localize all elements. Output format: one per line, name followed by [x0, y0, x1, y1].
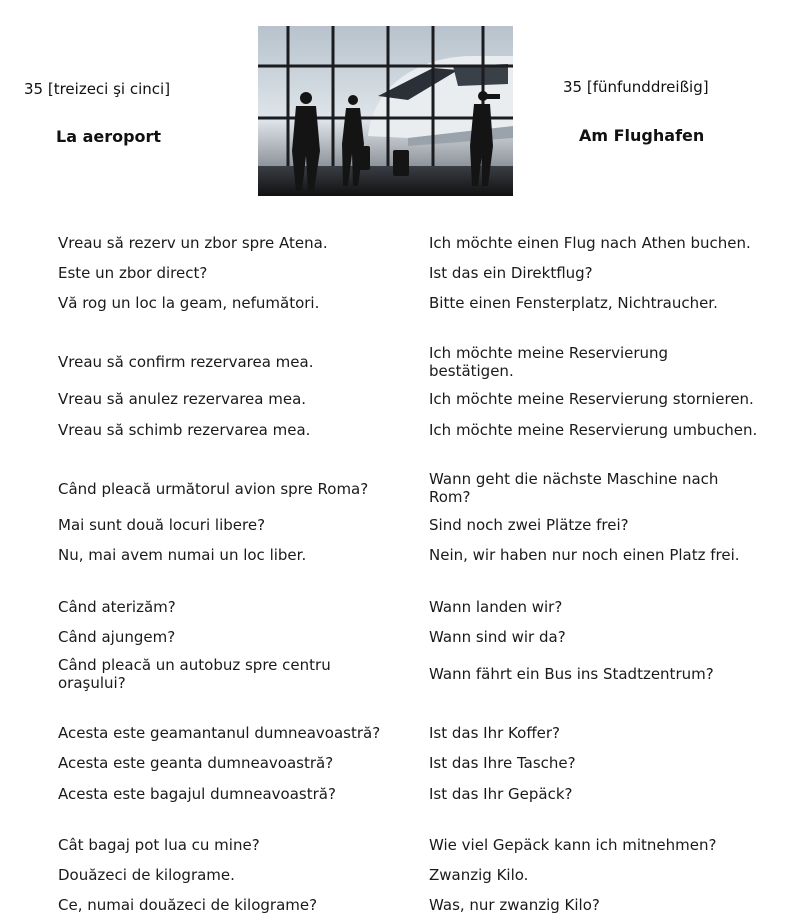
phrase-german: Ist das ein Direktflug?	[429, 264, 593, 282]
phrase-german: Ist das Ihre Tasche?	[429, 754, 576, 772]
phrase-german: Was, nur zwanzig Kilo?	[429, 896, 600, 914]
phrase-romanian: Douăzeci de kilograme.	[58, 866, 235, 884]
phrase-german: Bitte einen Fensterplatz, Nichtraucher.	[429, 294, 718, 312]
phrase-romanian: Vreau să anulez rezervarea mea.	[58, 390, 307, 408]
phrase-german: Ist das Ihr Gepäck?	[429, 785, 573, 803]
phrase-romanian: Vreau să schimb rezervarea mea.	[58, 421, 311, 439]
phrase-german: Ich möchte meine Reservierung stornieren.	[429, 390, 754, 408]
phrase-romanian: Acesta este geamantanul dumneavoastră?	[58, 724, 381, 742]
phrase-romanian: Când pleacă un autobuz spre centru oraşului?	[58, 656, 331, 692]
phrase-german: Wann landen wir?	[429, 598, 563, 616]
phrase-german: Ich möchte meine Reservierung umbuchen.	[429, 421, 758, 439]
lesson-number-romanian: 35 [treizeci şi cinci]	[24, 80, 171, 98]
phrase-german: Sind noch zwei Plätze frei?	[429, 516, 629, 534]
phrase-german: Ich möchte einen Flug nach Athen buchen.	[429, 234, 751, 252]
phrase-german: Ich möchte meine Reservierung bestätigen.	[429, 344, 669, 380]
phrase-german: Nein, wir haben nur noch einen Platz frei.	[429, 546, 740, 564]
phrase-romanian: Când pleacă următorul avion spre Roma?	[58, 480, 369, 498]
airport-terminal-photo	[258, 26, 513, 196]
phrase-romanian: Acesta este bagajul dumneavoastră?	[58, 785, 336, 803]
lesson-number-german: 35 [fünfunddreißig]	[563, 78, 709, 96]
phrase-romanian: Mai sunt două locuri libere?	[58, 516, 266, 534]
phrase-german: Wann sind wir da?	[429, 628, 566, 646]
phrase-romanian: Ce, numai douăzeci de kilograme?	[58, 896, 318, 914]
phrase-german: Zwanzig Kilo.	[429, 866, 529, 884]
phrase-romanian: Când ajungem?	[58, 628, 176, 646]
lesson-title-romanian: La aeroport	[56, 127, 162, 146]
phrase-romanian: Nu, mai avem numai un loc liber.	[58, 546, 307, 564]
phrase-romanian: Vreau să confirm rezervarea mea.	[58, 353, 314, 371]
phrase-german: Ist das Ihr Koffer?	[429, 724, 561, 742]
phrase-romanian: Când aterizăm?	[58, 598, 176, 616]
phrase-romanian: Vreau să rezerv un zbor spre Atena.	[58, 234, 328, 252]
phrase-romanian: Acesta este geanta dumneavoastră?	[58, 754, 334, 772]
phrase-german: Wie viel Gepäck kann ich mitnehmen?	[429, 836, 717, 854]
airport-illustration	[258, 26, 513, 196]
lesson-title-german: Am Flughafen	[579, 126, 705, 145]
phrase-german: Wann geht die nächste Maschine nach Rom?	[429, 470, 719, 506]
phrase-german: Wann fährt ein Bus ins Stadtzentrum?	[429, 665, 714, 683]
phrase-romanian: Este un zbor direct?	[58, 264, 208, 282]
phrase-romanian: Cât bagaj pot lua cu mine?	[58, 836, 260, 854]
phrase-romanian: Vă rog un loc la geam, nefumători.	[58, 294, 320, 312]
